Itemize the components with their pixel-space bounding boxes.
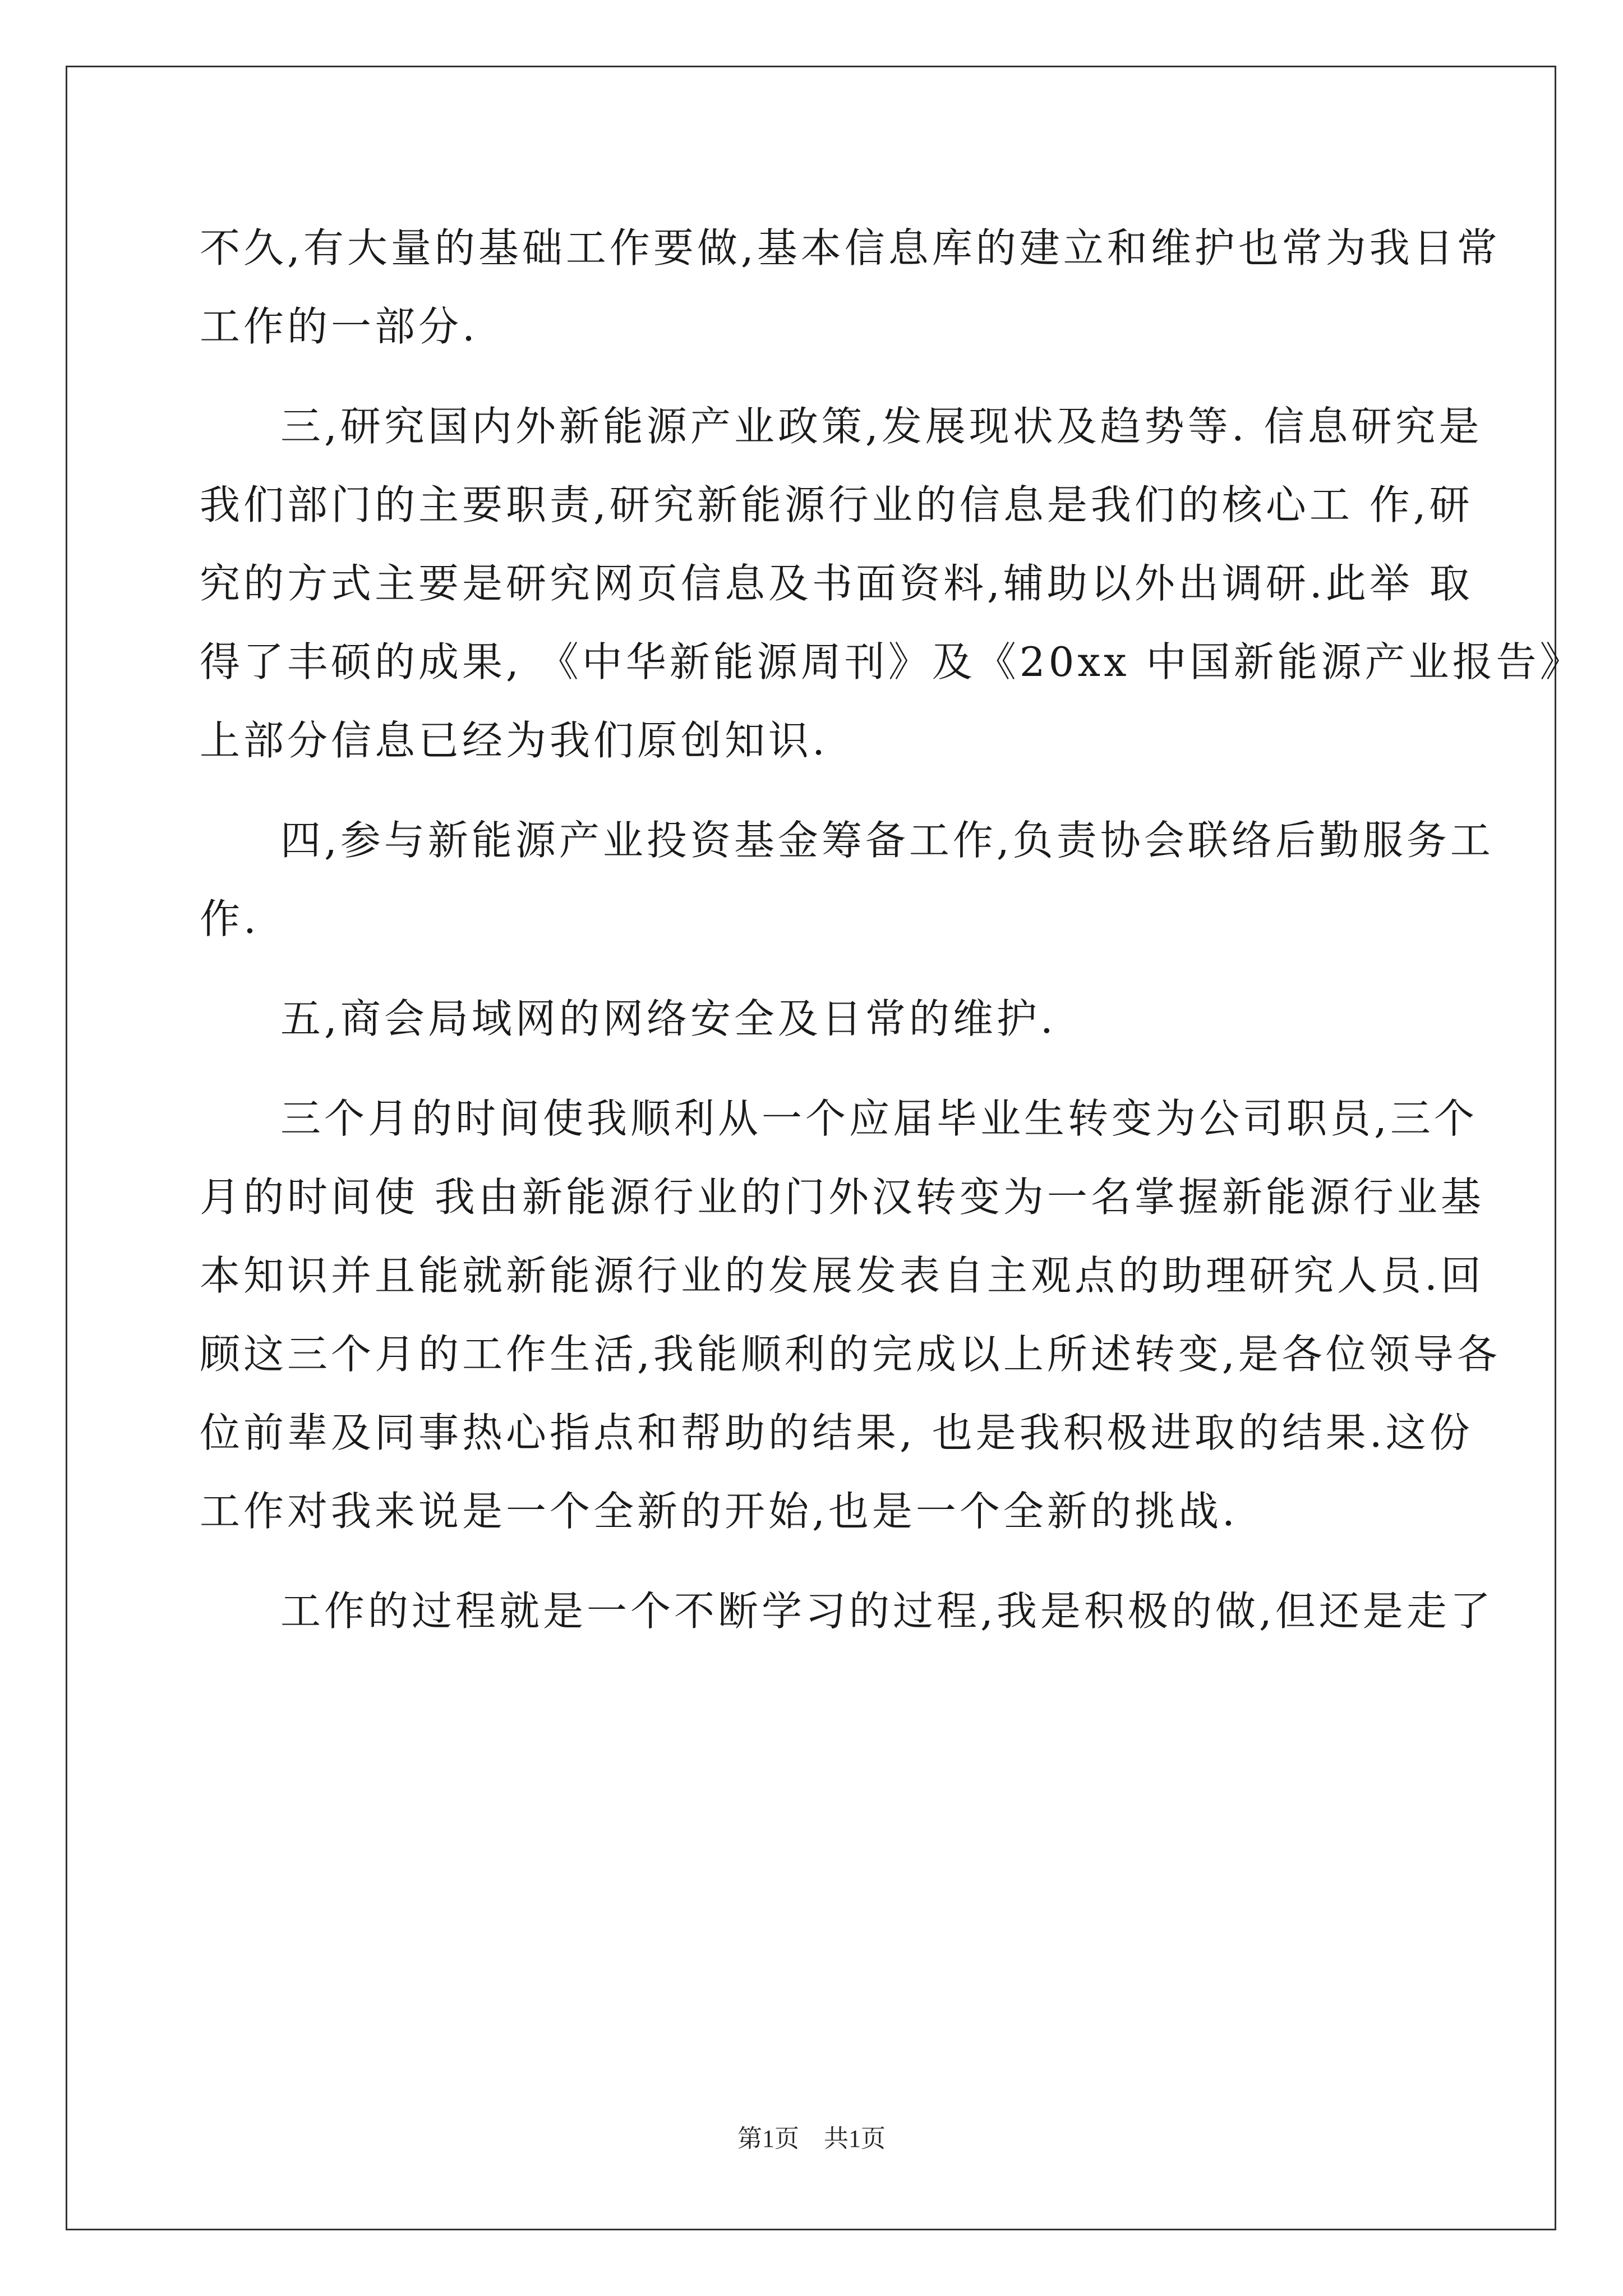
text-line: 顾这三个月的工作生活,我能顺利的完成以上所述转变,是各位领导各: [200, 1331, 1501, 1378]
text-line: 上部分信息已经为我们原创知识.: [200, 717, 828, 764]
paragraph-start-line: 三,研究国内外新能源产业政策,发展现状及趋势等. 信息研究是: [280, 403, 1483, 450]
text-line: 作.: [200, 895, 260, 942]
text-line: 得了丰硕的成果, 《中华新能源周刊》及《20xx 中国新能源产业报告》: [200, 638, 1584, 685]
paragraph-start-line: 三个月的时间使我顺利从一个应届毕业生转变为公司职员,三个: [280, 1095, 1478, 1142]
text-line: 我们部门的主要职责,研究新能源行业的信息是我们的核心工 作,研: [200, 481, 1473, 528]
paragraph-start-line: 工作的过程就是一个不断学习的过程,我是积极的做,但还是走了: [280, 1588, 1494, 1635]
text-line: 不久,有大量的基础工作要做,基本信息库的建立和维护也常为我日常: [200, 224, 1501, 272]
paragraph-start-line: 五,商会局域网的网络安全及日常的维护.: [280, 995, 1057, 1042]
text-line: 工作的一部分.: [200, 303, 478, 350]
text-line: 位前辈及同事热心指点和帮助的结果, 也是我积极进取的结果.这份: [200, 1409, 1473, 1456]
text-line: 究的方式主要是研究网页信息及书面资料,辅助以外出调研.此举 取: [200, 560, 1473, 607]
text-line: 月的时间使 我由新能源行业的门外汉转变为一名掌握新能源行业基: [200, 1174, 1484, 1221]
text-line: 本知识并且能就新能源行业的发展发表自主观点的助理研究人员.回: [200, 1252, 1484, 1299]
page-number-footer: 第1页 共1页: [737, 2125, 886, 2152]
paragraph-start-line: 四,参与新能源产业投资基金筹备工作,负责协会联络后勤服务工: [280, 817, 1494, 864]
text-line: 工作对我来说是一个全新的开始,也是一个全新的挑战.: [200, 1488, 1238, 1535]
